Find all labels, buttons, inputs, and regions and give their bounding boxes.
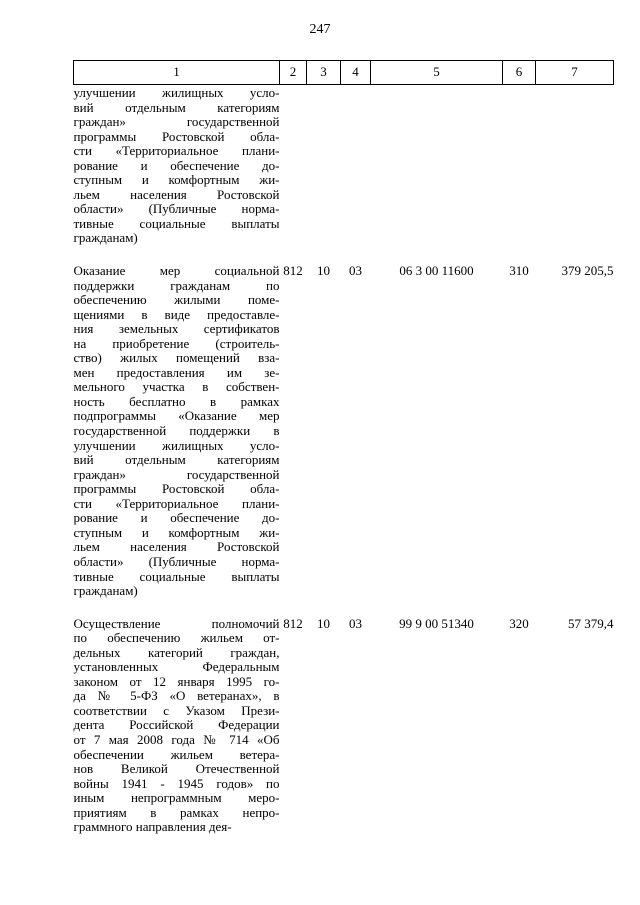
- section-code-cell: [307, 85, 341, 247]
- budget-table: [73, 60, 614, 835]
- description-line: войны 1941 - 1945 годов» по: [73, 775, 280, 791]
- description-line: тивные социальные выплаты: [73, 568, 280, 584]
- description-line: рование и обеспечение до-: [73, 510, 280, 526]
- column-header: 2: [280, 61, 307, 85]
- description-line: гражданам): [73, 583, 138, 599]
- target-article-cell: 99 9 00 51340: [399, 615, 474, 631]
- description-cell: [74, 246, 280, 599]
- page-number: 247: [309, 22, 331, 37]
- description-line: рование и обеспечение до-: [73, 157, 280, 173]
- description-line: по обеспечению жильем от-: [73, 630, 280, 646]
- description-line: подпрограммы «Оказание мер: [73, 408, 280, 424]
- description-line: ступным и комфортным жи-: [73, 524, 280, 540]
- description-line: ство) жилых помещений вза-: [73, 350, 280, 366]
- description-line: гражданам): [73, 230, 138, 246]
- description-line: улучшении жилищных усло-: [73, 437, 280, 453]
- subsection-code-cell: 03: [349, 615, 362, 631]
- table-row: [74, 599, 614, 835]
- column-header: 7: [536, 61, 614, 85]
- column-header: 4: [341, 61, 371, 85]
- target-article-cell: 06 3 00 11600: [399, 263, 474, 279]
- description-line: государственной поддержки в: [73, 423, 280, 439]
- expense-type-cell: [503, 85, 536, 247]
- description-line: тивные социальные выплаты: [73, 215, 280, 231]
- description-line: Осуществление полномочий: [73, 615, 280, 631]
- amount-cell: 379 205,5: [561, 263, 614, 279]
- description-line: ность бесплатно в рамках: [73, 393, 280, 409]
- description-line: льем населения Ростовской: [73, 539, 280, 555]
- description-line: граммного направления дея-: [73, 819, 232, 835]
- description-line: граждан» государственной: [73, 114, 280, 130]
- description-cell: [74, 599, 280, 835]
- description-line: приятиям в рамках непро-: [73, 804, 280, 820]
- description-line: Оказание мер социальной: [73, 263, 280, 279]
- section-code-cell: 10: [317, 263, 330, 279]
- description-line: дельных категорий граждан,: [73, 644, 280, 660]
- column-header-row: [74, 61, 614, 85]
- table-row: [74, 85, 614, 247]
- description-line: сти «Территориальное плани-: [73, 495, 280, 511]
- description-line: на приобретение (строитель-: [73, 335, 280, 351]
- description-line: от 7 мая 2008 года № 714 «Об: [73, 731, 280, 747]
- description-line: обеспечении жильем ветера-: [73, 746, 280, 762]
- ministry-code-cell: 812: [283, 263, 303, 279]
- amount-cell: 57 379,4: [568, 615, 614, 631]
- description-line: программы Ростовской обла-: [73, 481, 280, 497]
- subsection-code-cell: [341, 85, 371, 247]
- description-line: льем населения Ростовской: [73, 186, 280, 202]
- ministry-code-cell: 812: [283, 615, 303, 631]
- column-header: 3: [307, 61, 341, 85]
- description-line: ния земельных сертификатов: [73, 321, 280, 337]
- description-line: дента Российской Федерации: [73, 717, 280, 733]
- amount-cell: [536, 85, 614, 247]
- target-article-cell: [371, 85, 503, 247]
- description-line: иным непрограммным меро-: [73, 790, 280, 806]
- column-header: 1: [74, 61, 280, 85]
- expense-type-cell: 310: [509, 263, 529, 279]
- column-header: 5: [371, 61, 503, 85]
- description-line: вий отдельным категориям: [73, 99, 280, 115]
- description-line: области» (Публичные норма-: [73, 553, 280, 569]
- description-line: улучшении жилищных усло-: [73, 85, 280, 100]
- description-line: программы Ростовской обла-: [73, 128, 280, 144]
- ministry-code-cell: [280, 85, 307, 247]
- description-cell: [74, 85, 280, 247]
- description-line: законом от 12 января 1995 го-: [73, 673, 280, 689]
- description-line: обеспечению жилыми поме-: [73, 292, 280, 308]
- description-line: сти «Территориальное плани-: [73, 143, 280, 159]
- description-line: соответствии с Указом Прези-: [73, 702, 280, 718]
- table-row: [74, 246, 614, 599]
- subsection-code-cell: 03: [349, 263, 362, 279]
- description-line: вий отдельным категориям: [73, 452, 280, 468]
- description-line: щениями в виде предоставле-: [73, 306, 280, 322]
- description-line: области» (Публичные норма-: [73, 201, 280, 217]
- description-line: мен предоставления им зе-: [73, 364, 280, 380]
- description-line: мельного участка в собствен-: [73, 379, 280, 395]
- section-code-cell: 10: [317, 615, 330, 631]
- description-line: установленных Федеральным: [73, 659, 280, 675]
- description-line: ступным и комфортным жи-: [73, 172, 280, 188]
- description-line: поддержки гражданам по: [73, 277, 280, 293]
- description-line: нов Великой Отечественной: [73, 761, 280, 777]
- column-header: 6: [503, 61, 536, 85]
- expense-type-cell: 320: [509, 615, 529, 631]
- description-line: да № 5-ФЗ «О ветеранах», в: [73, 688, 280, 704]
- description-line: граждан» государственной: [73, 466, 280, 482]
